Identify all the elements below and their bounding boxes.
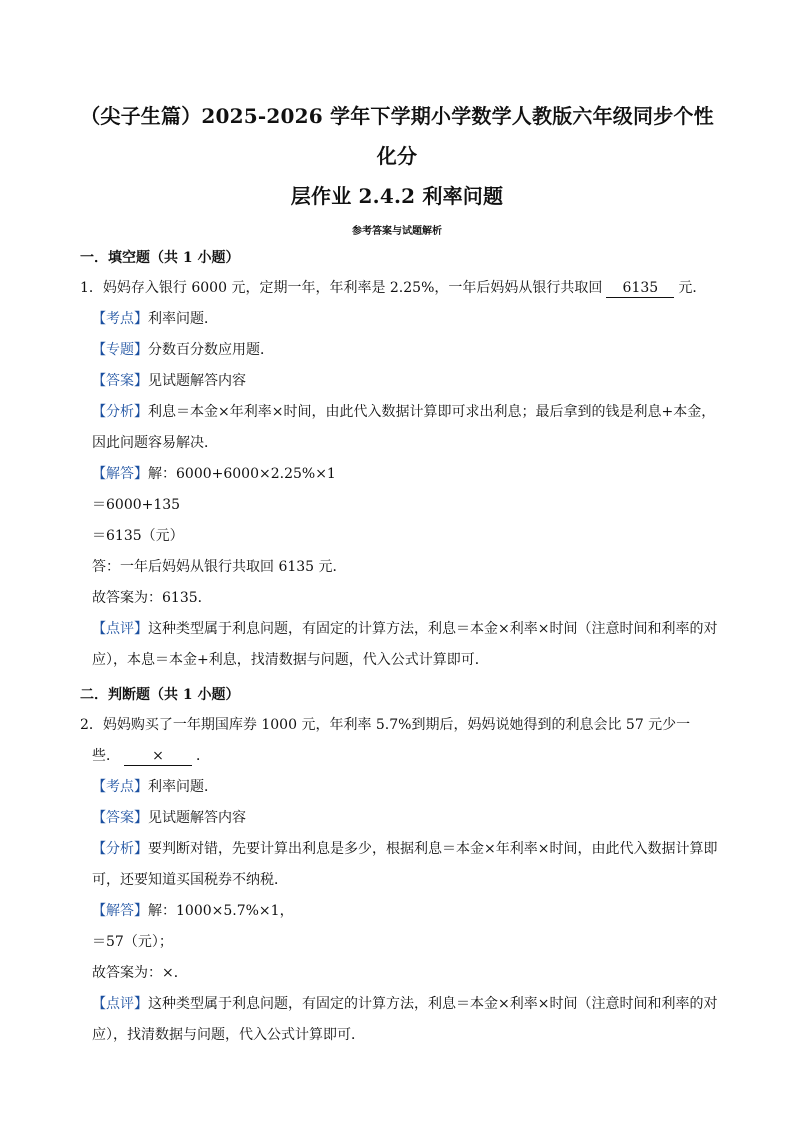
- question-number: 2．: [80, 717, 103, 733]
- answer-blank: ×: [124, 747, 192, 766]
- jieda-line: [80, 896, 714, 927]
- fenxi-line: [80, 397, 714, 428]
- zhuanti-line: [80, 335, 714, 366]
- jieda-tag: 【解答】: [92, 466, 148, 482]
- kaodian-text: 利率问题．: [148, 311, 218, 327]
- dianping-line: [80, 614, 718, 645]
- question-text: 妈妈购买了一年期国库券 1000 元，年利率 5.7%到期后，妈妈说她得到的利息会比 57 元少一: [102, 717, 691, 733]
- daan-tag: 【答案】: [92, 810, 148, 826]
- section-fill-in: [80, 247, 718, 676]
- jieda-line-4: 答：一年后妈妈从银行共取回 6135 元．: [92, 559, 347, 575]
- dianping-line-2: 应），找清数据与问题，代入公式计算即可．: [92, 1027, 365, 1043]
- dianping-line-2: 应），本息＝本金+利息，找清数据与问题，代入公式计算即可．: [92, 652, 489, 668]
- fenxi-line-2: 因此问题容易解决．: [92, 435, 218, 451]
- section-heading-judgment: 二．判断题（共 1 小题）: [80, 687, 240, 703]
- dianping-text-1: 这种类型属于利息问题，有固定的计算方法，利息＝本金×利率×时间（注意时间和利率的对: [148, 621, 718, 637]
- question-number: 1．: [80, 280, 103, 296]
- fenxi-text-1: 要判断对错，先要计算出利息是多少，根据利息＝本金×年利率×时间，由此代入数据计算即: [148, 841, 718, 857]
- jieda-text-1: 解：1000×5.7%×1，: [148, 903, 294, 919]
- question-1: [80, 273, 714, 304]
- daan-line: [80, 366, 714, 397]
- jieda-line-3: ＝6135（元）: [92, 528, 184, 544]
- dianping-line: [80, 989, 718, 1020]
- jieda-line-5: 故答案为：6135．: [92, 590, 212, 606]
- jieda-tag: 【解答】: [92, 903, 148, 919]
- kaodian-tag: 【考点】: [92, 779, 148, 795]
- question-2-cont: [80, 741, 714, 772]
- question-text: 妈妈存入银行 6000 元，定期一年，年利率是 2.25%，一年后妈妈从银行共取回: [102, 280, 603, 296]
- answer-blank: 6135: [606, 279, 674, 298]
- daan-line: [80, 803, 714, 834]
- jieda-line: [80, 459, 714, 490]
- daan-text: 见试题解答内容: [148, 810, 246, 826]
- dianping-text-1: 这种类型属于利息问题，有固定的计算方法，利息＝本金×利率×时间（注意时间和利率的对: [148, 996, 718, 1012]
- zhuanti-text: 分数百分数应用题．: [148, 342, 274, 358]
- kaodian-line: [80, 772, 714, 803]
- kaodian-line: [80, 304, 714, 335]
- question-text-2: 些．: [92, 748, 120, 764]
- fenxi-line: [80, 834, 718, 865]
- question-text-end: 元．: [678, 280, 707, 296]
- zhuanti-tag: 【专题】: [92, 342, 148, 358]
- question-text-end: ．: [196, 748, 210, 764]
- daan-tag: 【答案】: [92, 373, 148, 389]
- section-judgment: [80, 684, 718, 1051]
- kaodian-text: 利率问题．: [148, 779, 218, 795]
- dianping-tag: 【点评】: [92, 996, 148, 1012]
- question-2: [80, 710, 714, 741]
- jieda-text-1: 解：6000+6000×2.25%×1: [148, 466, 336, 482]
- jieda-line-2: ＝6000+135: [92, 497, 181, 513]
- document-subtitle: 参考答案与试题解析: [352, 226, 442, 237]
- fenxi-text-1: 利息＝本金×年利率×时间，由此代入数据计算即可求出利息；最后拿到的钱是利息+本金，: [148, 404, 716, 420]
- fenxi-line-2: 可，还要知道买国税券不纳税．: [92, 872, 288, 888]
- document-title: [80, 0, 714, 216]
- daan-text: 见试题解答内容: [148, 373, 246, 389]
- fenxi-tag: 【分析】: [92, 404, 148, 420]
- fenxi-tag: 【分析】: [92, 841, 148, 857]
- dianping-tag: 【点评】: [92, 621, 148, 637]
- title-line-1: （尖子生篇）2025-2026 学年下学期小学数学人教版六年级同步个性化分: [80, 104, 714, 168]
- section-heading-fill-in: 一．填空题（共 1 小题）: [80, 250, 240, 266]
- title-line-2: 层作业 2.4.2 利率问题: [290, 184, 504, 208]
- jieda-line-2: ＝57（元）；: [92, 934, 173, 950]
- jieda-line-3: 故答案为：×．: [92, 965, 188, 981]
- kaodian-tag: 【考点】: [92, 311, 148, 327]
